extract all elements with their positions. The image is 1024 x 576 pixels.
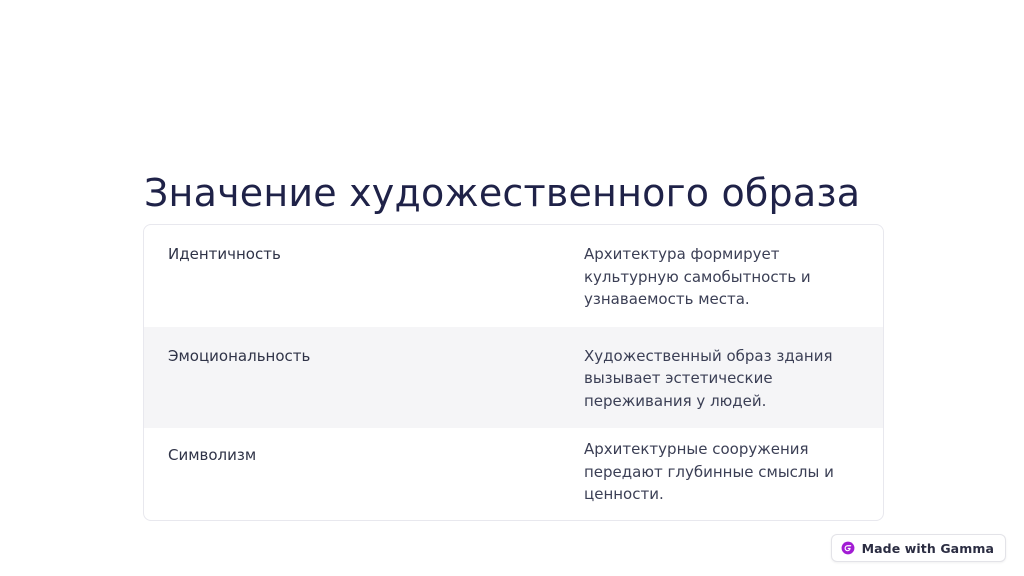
made-with-gamma-label: Made with Gamma bbox=[861, 540, 994, 556]
table-row bbox=[144, 327, 883, 429]
gamma-logo-icon bbox=[841, 541, 855, 555]
table-cell-description: Архитектурные сооружения передают глубинные смыслы и ценности. bbox=[584, 440, 834, 503]
table-row bbox=[144, 428, 883, 520]
table-row bbox=[144, 225, 883, 327]
table-cell-term: Эмоциональность bbox=[144, 327, 560, 429]
table-cell-term: Идентичность bbox=[168, 245, 281, 263]
page-title: Значение художественного образа bbox=[144, 171, 861, 216]
made-with-gamma-badge[interactable] bbox=[831, 534, 1006, 562]
table-cell-description: Архитектура формирует культурную самобытность и узнаваемость места. bbox=[584, 245, 811, 308]
table-cell-term: Символизм bbox=[168, 446, 257, 464]
table-cell-description: Художественный образ здания вызывает эстетические переживания у людей. bbox=[560, 327, 883, 429]
content-table bbox=[143, 224, 884, 521]
